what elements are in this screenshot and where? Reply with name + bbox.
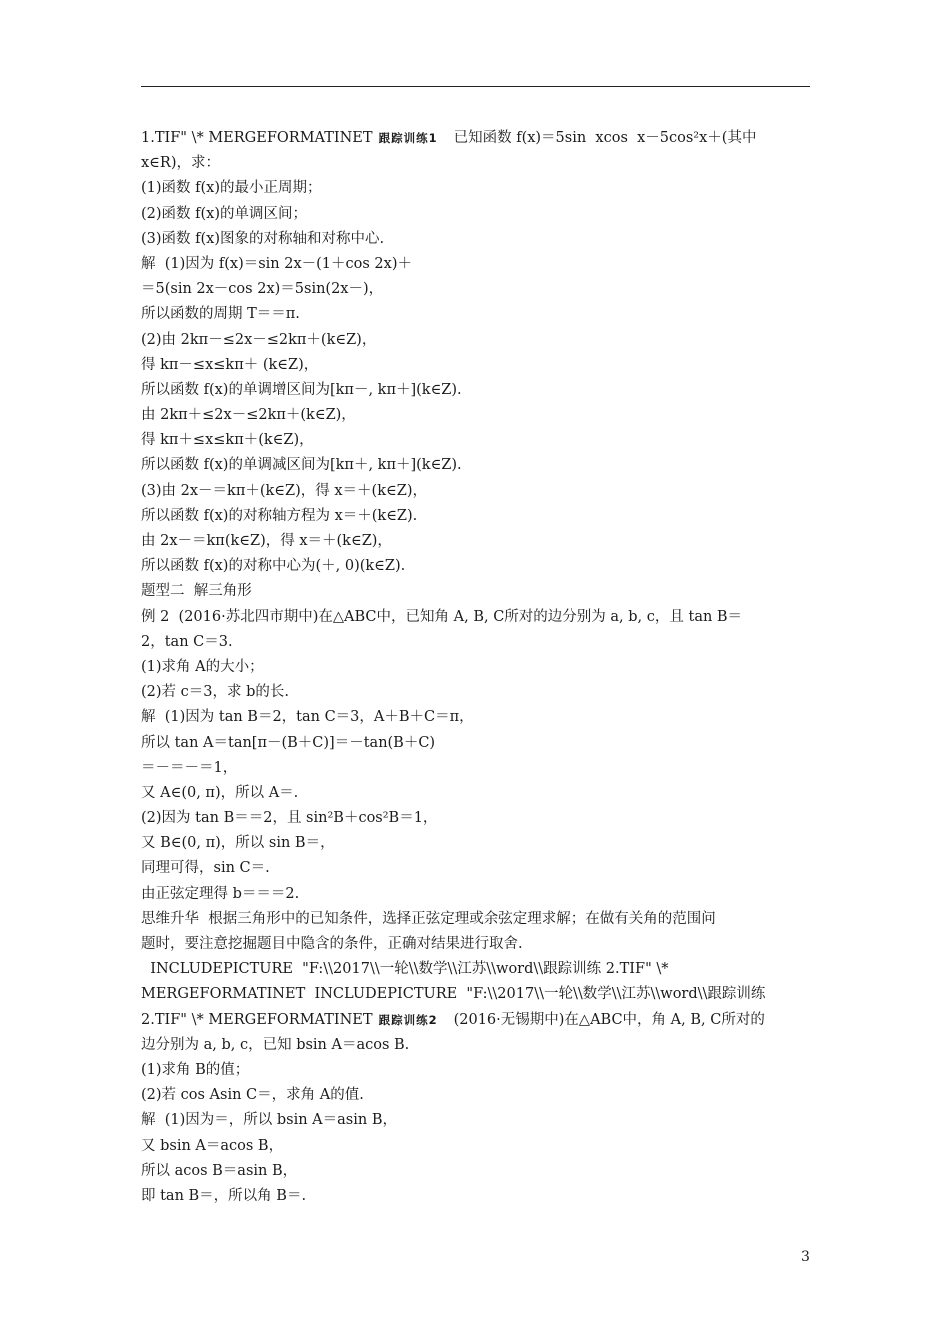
line-text: 由 2kπ＋≤2x－≤2kπ＋(k∈Z)， xyxy=(141,407,356,424)
line-text: ＝5(sin 2x－cos 2x)＝5sin(2x－)， xyxy=(141,281,384,298)
text-line xyxy=(141,680,810,705)
field-code-text: 1.TIF" \* MERGEFORMATINET xyxy=(141,130,373,146)
header-rule xyxy=(141,86,810,87)
text-line xyxy=(141,353,810,378)
text-line xyxy=(141,202,810,227)
line-text: 由正弦定理得 b＝＝＝2. xyxy=(141,885,300,902)
document-body xyxy=(141,126,810,1209)
text-line xyxy=(141,151,810,176)
line-text: (2)函数 f(x)的单调区间； xyxy=(141,205,308,222)
text-line xyxy=(141,1008,810,1033)
text-line xyxy=(141,1108,810,1133)
line-text: 边分别为 a, b, c，已知 bsin A＝acos B. xyxy=(141,1036,410,1053)
text-line xyxy=(141,856,810,881)
line-text: (2)由 2kπ－≤2x－≤2kπ＋(k∈Z)， xyxy=(141,331,377,348)
line-text: (2016·无锡期中)在△ABC中，角 A, B, C所对的 xyxy=(453,1011,765,1028)
line-text: 题型二 解三角形 xyxy=(141,583,252,600)
line-text: (2)若 cos Asin C＝，求角 A的值. xyxy=(141,1087,364,1104)
line-text: 解 (1)因为 f(x)＝sin 2x－(1＋cos 2x)＋ xyxy=(141,255,412,272)
line-text: (3)函数 f(x)图象的对称轴和对称中心. xyxy=(141,230,385,247)
text-line xyxy=(141,252,810,277)
text-line xyxy=(141,630,810,655)
text-line xyxy=(141,1159,810,1184)
text-line xyxy=(141,831,810,856)
text-line xyxy=(141,781,810,806)
text-line xyxy=(141,957,810,982)
text-line xyxy=(141,453,810,478)
line-text: 所以 tan A＝tan[π－(B＋C)]＝－tan(B＋C) xyxy=(141,734,436,751)
text-line xyxy=(141,1033,810,1058)
text-line xyxy=(141,378,810,403)
line-text: (1)求角 B的值； xyxy=(141,1061,250,1078)
text-line xyxy=(141,554,810,579)
line-text: 得 kπ＋≤x≤kπ＋(k∈Z)， xyxy=(141,432,314,449)
line-text: 又 bsin A＝acos B， xyxy=(141,1137,284,1154)
line-text: (3)由 2x－＝kπ＋(k∈Z)，得 x＝＋(k∈Z)， xyxy=(141,482,427,499)
text-line xyxy=(141,1184,810,1209)
line-text: ＝－＝－＝1， xyxy=(141,759,238,776)
text-line xyxy=(141,731,810,756)
line-text: (2)若 c＝3，求 b的长. xyxy=(141,684,289,701)
page-number: 3 xyxy=(801,1249,810,1265)
line-text: 所以函数 f(x)的单调增区间为[kπ－, kπ＋](k∈Z). xyxy=(141,381,462,398)
line-text: 解 (1)因为＝，所以 bsin A＝asin B， xyxy=(141,1112,397,1129)
text-line xyxy=(141,176,810,201)
text-line xyxy=(141,655,810,680)
line-text: 由 2x－＝kπ(k∈Z)，得 x＝＋(k∈Z)， xyxy=(141,533,392,549)
text-line xyxy=(141,479,810,504)
line-text: 所以函数 f(x)的单调减区间为[kπ＋, kπ＋](k∈Z). xyxy=(141,457,462,474)
line-text: 同理可得，sin C＝. xyxy=(141,860,270,877)
text-line xyxy=(141,227,810,252)
exercise-tag: 跟踪训练2 xyxy=(378,1012,438,1027)
line-text: INCLUDEPICTURE "F:\\2017\\一轮\\数学\\江苏\\word\\跟踪训练 2.TIF" \* xyxy=(141,961,669,978)
field-code-text: 2.TIF" \* MERGEFORMATINET xyxy=(141,1011,373,1028)
text-line xyxy=(141,806,810,831)
line-text: 又 A∈(0, π)，所以 A＝. xyxy=(141,784,299,801)
line-text: 得 kπ－≤x≤kπ＋ (k∈Z)， xyxy=(141,356,319,373)
line-text: MERGEFORMATINET INCLUDEPICTURE "F:\\2017\\一轮\\数学\\江苏\\word\\跟踪训练 xyxy=(141,986,766,1003)
line-text: 所以函数 f(x)的对称中心为(＋, 0)(k∈Z). xyxy=(141,558,406,575)
text-line xyxy=(141,605,810,630)
text-line xyxy=(141,1058,810,1083)
text-line xyxy=(141,882,810,907)
line-text: x∈R)，求： xyxy=(141,155,220,172)
line-text: 例 2 (2016·苏北四市期中)在△ABC中，已知角 A, B, C所对的边分别为 a, b, c，且 tan B＝ xyxy=(141,608,743,625)
exercise-tag: 跟踪训练1 xyxy=(378,131,438,145)
text-line xyxy=(141,907,810,932)
line-text: (2)因为 tan B＝＝2，且 sin²B＋cos²B＝1， xyxy=(141,810,438,827)
text-line xyxy=(141,579,810,604)
line-text: 思维升华 根据三角形中的已知条件，选择正弦定理或余弦定理求解；在做有关角的范围问 xyxy=(141,910,716,927)
text-line xyxy=(141,1134,810,1159)
line-text: (1)求角 A的大小； xyxy=(141,658,264,675)
text-line xyxy=(141,428,810,453)
text-line xyxy=(141,932,810,957)
text-line xyxy=(141,982,810,1007)
line-text: 2，tan C＝3. xyxy=(141,633,233,650)
line-text: 题时，要注意挖掘题目中隐含的条件，正确对结果进行取舍. xyxy=(141,936,523,952)
line-text: 即 tan B＝，所以角 B＝. xyxy=(141,1187,307,1204)
line-text: (1)函数 f(x)的最小正周期； xyxy=(141,180,322,197)
text-line xyxy=(141,302,810,327)
text-line xyxy=(141,529,810,554)
line-text: 解 (1)因为 tan B＝2，tan C＝3，A＋B＋C＝π， xyxy=(141,709,474,726)
line-text: 所以函数的周期 T＝＝π. xyxy=(141,306,300,323)
text-line xyxy=(141,504,810,529)
text-line xyxy=(141,705,810,730)
line-text: 所以函数 f(x)的对称轴方程为 x＝＋(k∈Z). xyxy=(141,507,418,524)
text-line xyxy=(141,403,810,428)
text-line xyxy=(141,328,810,353)
line-text: 所以 acos B＝asin B， xyxy=(141,1162,298,1179)
line-text: 已知函数 f(x)＝5sin xcos x－5cos²x＋(其中 xyxy=(453,130,757,146)
text-line xyxy=(141,126,810,151)
text-line xyxy=(141,1083,810,1108)
text-line xyxy=(141,756,810,781)
line-text: 又 B∈(0, π)，所以 sin B＝， xyxy=(141,835,335,852)
text-line xyxy=(141,277,810,302)
